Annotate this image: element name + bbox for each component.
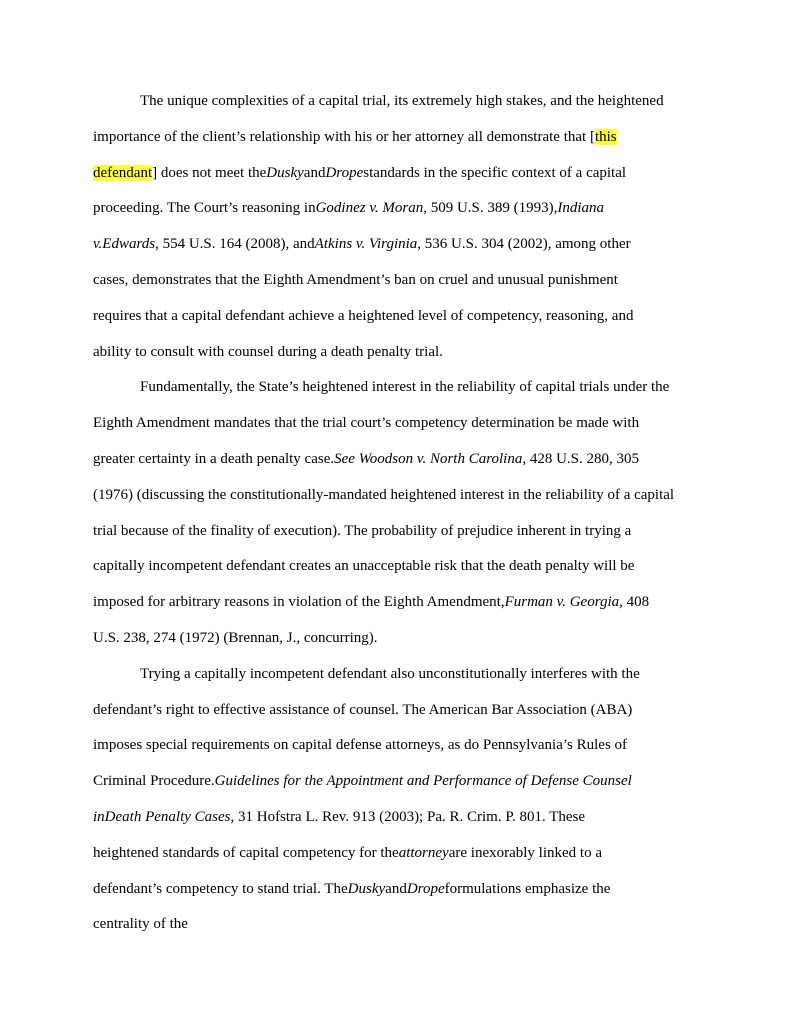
text-segment: Criminal Procedure. (93, 773, 215, 790)
text-line (93, 800, 703, 836)
text-line (93, 227, 703, 263)
text-segment: and (303, 164, 326, 181)
highlighted-text: defendant (93, 164, 153, 181)
text-segment: cases, demonstrates that the Eighth Amendment’s ban on cruel and unusual punishment (93, 271, 618, 288)
italic-citation: See Woodson v. North Carolina (334, 450, 523, 467)
text-segment: , 31 Hofstra L. Rev. 913 (2003); Pa. R. Crim. P. 801. These (230, 808, 586, 825)
text-line (93, 84, 703, 120)
text-line (93, 657, 703, 693)
text-segment: capitally incompetent defendant creates an unacceptable risk that the death penalty will be (93, 558, 635, 575)
text-segment: and (385, 880, 407, 897)
document-body (93, 84, 703, 943)
italic-citation: Drope (325, 164, 364, 181)
highlighted-text: this (594, 128, 617, 145)
text-segment: ] does not meet the (152, 164, 267, 181)
italic-citation: Indiana (557, 200, 605, 217)
text-line (93, 406, 703, 442)
text-line (93, 263, 703, 299)
text-line (93, 120, 703, 156)
text-segment: proceeding. The Court’s reasoning in (93, 200, 316, 217)
text-line (93, 299, 703, 335)
text-line (93, 478, 703, 514)
text-segment: Fundamentally, the State’s heightened interest in the reliability of capital trials under the (140, 379, 670, 396)
text-segment: imposed for arbitrary reasons in violation of the Eighth Amendment, (93, 594, 505, 611)
text-segment: ability to consult with counsel during a death penalty trial. (93, 343, 443, 360)
text-segment: trial because of the finality of execution). The probability of prejudice inherent in trying a (93, 522, 632, 539)
italic-citation: Drope (406, 880, 445, 897)
text-segment: U.S. 238, 274 (1972) (Brennan, J., concurring). (93, 629, 378, 646)
text-segment: requires that a capital defendant achieve a heightened level of competency, reasoning, and (93, 307, 634, 324)
text-line (93, 156, 703, 192)
text-line (93, 693, 703, 729)
text-segment: (1976) (discussing the constitutionally-mandated heightened interest in the reliability of a capital (93, 486, 675, 503)
italic-citation: v.Edwards (93, 236, 156, 253)
text-line (93, 621, 703, 657)
text-line (93, 549, 703, 585)
text-line (93, 872, 703, 908)
italic-citation: Furman v. Georgia (504, 594, 620, 611)
text-line (93, 191, 703, 227)
text-line (93, 514, 703, 550)
text-segment: The unique complexities of a capital trial, its extremely high stakes, and the heightened (140, 93, 664, 109)
italic-citation: Atkins v. Virginia (314, 236, 418, 253)
text-line (93, 442, 703, 478)
text-segment: greater certainty in a death penalty case. (93, 450, 335, 467)
text-segment: standards in the specific context of a capital (363, 164, 627, 181)
text-segment: centrality of the (93, 916, 188, 933)
text-segment: defendant’s competency to stand trial. The (93, 880, 348, 897)
italic-citation: Dusky (266, 164, 304, 181)
text-segment: Trying a capitally incompetent defendant also unconstitutionally interferes with the (140, 665, 640, 682)
text-segment: importance of the client’s relationship with his or her attorney all demonstrate that [ (93, 128, 595, 145)
text-line (93, 335, 703, 371)
text-segment: defendant’s right to effective assistance of counsel. The American Bar Association (ABA) (93, 701, 633, 718)
text-line (93, 836, 703, 872)
italic-citation: inDeath Penalty Cases (93, 808, 231, 825)
text-line (93, 728, 703, 764)
text-line (93, 907, 703, 943)
italic-citation: Godinez v. Moran (315, 200, 424, 217)
text-segment: , 408 (619, 594, 650, 611)
text-line (93, 764, 703, 800)
text-line (93, 585, 703, 621)
text-segment: , 509 U.S. 389 (1993), (423, 200, 558, 217)
italic-citation: Guidelines for the Appointment and Performance of Defense Counsel (214, 773, 632, 790)
text-segment: formulations emphasize the (444, 880, 611, 897)
text-segment: heightened standards of capital competency for the (93, 844, 399, 861)
text-segment: , 536 U.S. 304 (2002), among other (417, 236, 631, 253)
italic-citation: Dusky (347, 880, 386, 897)
text-segment: , 428 U.S. 280, 305 (522, 450, 640, 467)
text-segment: are inexorably linked to a (448, 844, 602, 861)
italic-citation: attorney (398, 844, 449, 861)
text-segment: Eighth Amendment mandates that the trial court’s competency determination be made with (93, 415, 640, 432)
text-line (93, 370, 703, 406)
text-segment: , 554 U.S. 164 (2008), and (155, 236, 315, 253)
text-segment: imposes special requirements on capital defense attorneys, as do Pennsylvania’s Rules of (93, 737, 628, 754)
